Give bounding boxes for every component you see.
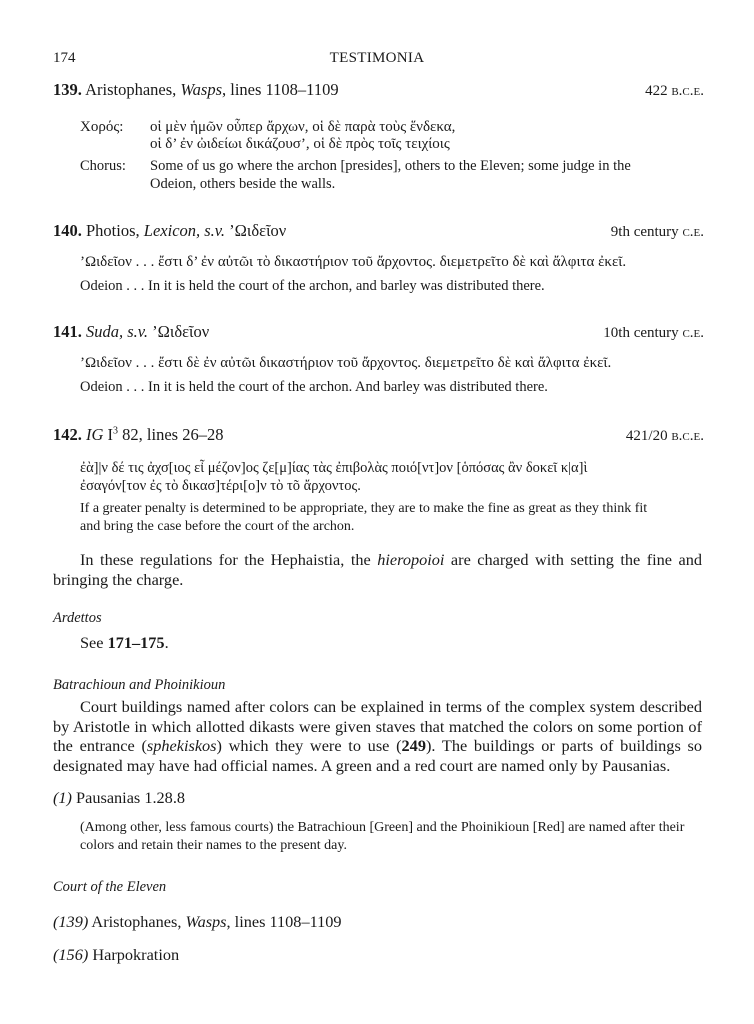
entry-139-heading	[53, 80, 704, 100]
greek-text: ἐσαγόν[τον ἐς τὸ δικασ]τέρι[ο]ν τὸ τõ ἄρχοντος.	[80, 478, 361, 494]
entry-source	[53, 322, 209, 342]
see-reference: See 171–175.	[80, 633, 169, 652]
greek-text: ’Ωιδεῖον . . . ἔστι δὲ ἐν αὐτῶι δικαστήριον τοῦ ἄρχοντος. διεμετρεῖτο δὲ καὶ ἄλφιτα ἐκεῖ.	[80, 355, 612, 371]
entry-number: 139.	[53, 80, 82, 99]
translation: Odeion . . . In it is held the court of the archon, and barley was distributed there.	[80, 278, 545, 294]
entry-source-text: Aristophanes,	[85, 80, 181, 99]
entry-number: 140.	[53, 221, 82, 240]
entry-number: 142.	[53, 425, 82, 444]
entry-date: 421/20 b.c.e.	[625, 428, 704, 444]
entry-source-text: ’Ωιδεῖον	[225, 221, 287, 240]
cross-reference: (156) Harpokration	[53, 945, 180, 964]
section-heading: Batrachioun and Phoinikioun	[53, 677, 226, 693]
running-title: TESTIMONIA	[329, 50, 425, 66]
source-translation: (Among other, less famous courts) the Batrachioun [Green] and the Phoinikioun [Red] are named after their colors and retain their names to the present day.	[80, 820, 685, 853]
speaker-english: Chorus:	[80, 158, 126, 174]
entry-source	[53, 221, 286, 241]
entry-date: 422 b.c.e.	[645, 83, 704, 99]
entry-source-text: I	[107, 425, 114, 444]
entry-source-text: 82, lines 26–28	[118, 425, 224, 444]
translation: Odeion, others beside the walls.	[150, 176, 336, 192]
entry-source-superscript: 3	[113, 425, 119, 437]
greek-text: οἱ μὲν ἡμῶν οὗπερ ἄρχων, οἱ δὲ παρὰ τοὺς ἕνδεκα,	[150, 119, 456, 135]
entry-142-heading	[53, 425, 704, 445]
translation: Odeion . . . In it is held the court of the archon. And barley was distributed there.	[80, 379, 548, 395]
entry-date: 9th century c.e.	[610, 224, 704, 240]
entry-source	[53, 425, 223, 445]
entry-source-italic: Wasps	[180, 80, 222, 99]
cross-reference: (139) Aristophanes, Wasps, lines 1108–1109	[53, 912, 342, 931]
entry-source-italic: IG	[86, 425, 104, 444]
greek-text: ’Ωιδεῖον . . . ἔστι δ’ ἐν αὐτῶι τὸ δικαστήριον τοῦ ἄρχοντος. διεμετρεῖτο δὲ καὶ ἄλφιτα ἐκεῖ.	[80, 254, 627, 270]
greek-text: οἱ δ’ ἐν ὠιδείωι δικάζουσ’, οἱ δὲ πρὸς τοῖς τειχίοις	[150, 136, 450, 152]
commentary-paragraph: In these regulations for the Hephaistia, the hieropoioi are charged with setting the fine and bringing the charge.	[53, 550, 702, 589]
entry-141-heading	[53, 322, 704, 342]
entry-source-text: Photios,	[86, 221, 144, 240]
entry-source-italic: Suda, s.v.	[86, 322, 149, 341]
translation: If a greater penalty is determined to be appropriate, they are to make the fine as great as they think fit	[80, 501, 648, 516]
entry-number: 141.	[53, 322, 82, 341]
entry-source-text: , lines 1108–1109	[222, 80, 339, 99]
entry-140-heading	[53, 221, 704, 241]
entry-source-italic: Lexicon, s.v.	[143, 221, 226, 240]
section-heading: Ardettos	[53, 610, 102, 626]
translation: and bring the case before the court of the archon.	[80, 519, 355, 534]
entry-source-text: ’Ωιδεῖον	[148, 322, 210, 341]
body-paragraph: Court buildings named after colors can be explained in terms of the complex system described by Aristotle in which allotted dikasts were given staves that matched the colors on some portion of the entrance (sphekiskos) which they were to use (249). The buildings or parts of buildings so designated may have had official names. A green and a red court are named only by Pausanias.	[53, 697, 702, 775]
entry-source	[53, 80, 339, 100]
source-item: (1) Pausanias 1.28.8	[53, 788, 186, 807]
translation: Some of us go where the archon [presides], others to the Eleven; some judge in the	[150, 158, 631, 174]
entry-date: 10th century c.e.	[603, 325, 704, 341]
section-heading: Court of the Eleven	[53, 879, 167, 895]
page-number: 174	[53, 50, 76, 66]
speaker-greek: Χορός:	[80, 119, 124, 135]
greek-text: ἐὰ]|ν δέ τις ἀχσ[ιος εἶ μέζον]ος ζε[μ]ίας τὰς ἐπιβολὰς ποιό[ντ]ον [ὁπόσας ἂν δοκεῖ κ|α]ὶ	[80, 460, 588, 476]
